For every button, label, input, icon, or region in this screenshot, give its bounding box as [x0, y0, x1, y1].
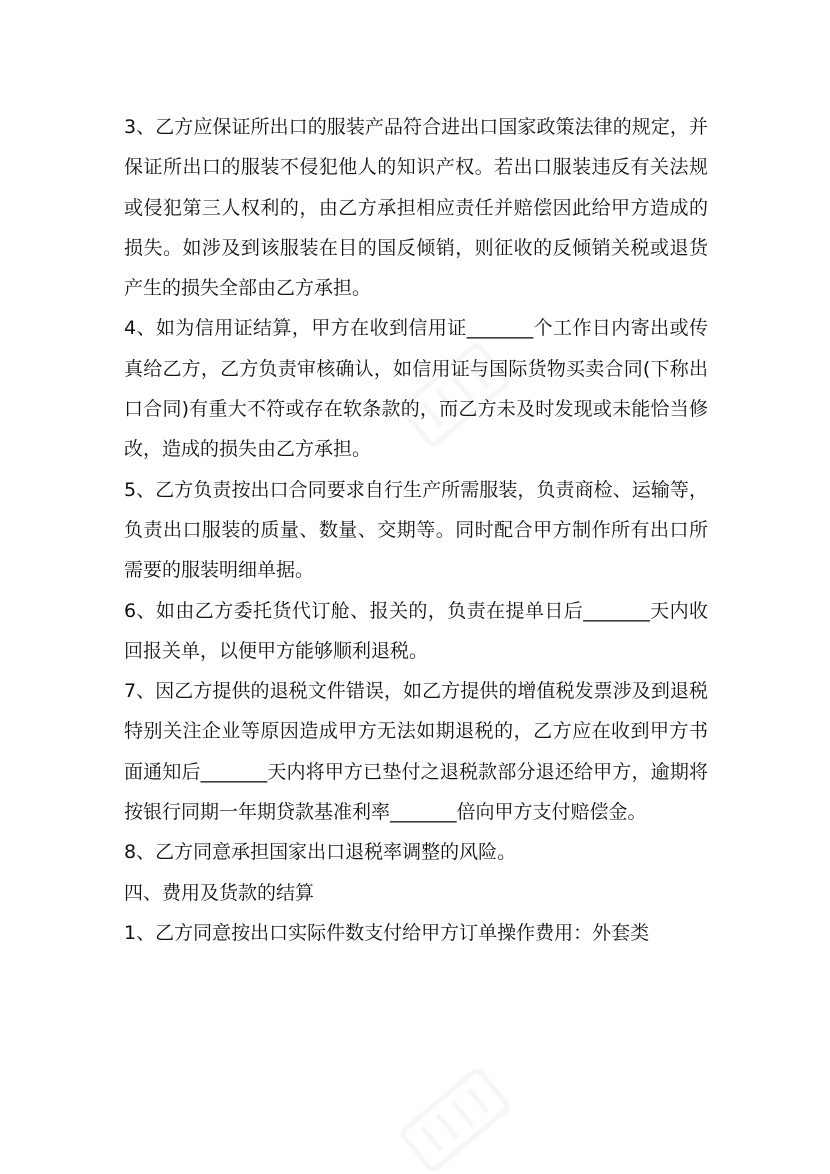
clause-5-paragraph: 5、乙方负责按出口合同要求自行生产所需服装，负责商检、运输等，负责出口服装的质量、数量、交期等。同时配合甲方制作所有出口所需要的服装明细单据。: [124, 478, 708, 582]
watermark-logo: [395, 1060, 515, 1174]
clause-4-paragraph: 4、如为信用证结算，甲方在收到信用证_______个工作日内寄出或传真给乙方，乙方负责审核确认，如信用证与国际货物买卖合同(下称出口合同)有重大不符或存在软条款的，而乙方未及时发现或未能恰当修改，造成的损失由乙方承担。: [124, 317, 708, 461]
clause-3-paragraph: 3、乙方应保证所出口的服装产品符合进出口国家政策法律的规定，并保证所出口的服装不侵犯他人的知识产权。若出口服装违反有关法规或侵犯第三人权利的，由乙方承担相应责任并赔偿因此给甲方造成的损失。如涉及到该服装在目的国反倾销，则征收的反倾销关税或退货产生的损失全部由乙方承担。: [124, 116, 708, 300]
clause-7-paragraph: 7、因乙方提供的退税文件错误，如乙方提供的增值税发票涉及到退税特别关注企业等原因造成甲方无法如期退税的，乙方应在收到甲方书面通知后_______天内将甲方已垫付之退税款部分退还给甲方，逾期将按银行同期一年期贷款基准利率_______倍向甲方支付赔偿金。: [124, 680, 708, 824]
clause-8-paragraph: 8、乙方同意承担国家出口退税率调整的风险。: [124, 841, 517, 864]
clause-6-paragraph: 6、如由乙方委托货代订舱、报关的，负责在提单日后_______天内收回报关单，以便甲方能够顺利退税。: [124, 599, 708, 662]
document-body: [124, 107, 708, 953]
section-heading: 四、费用及货款的结算: [124, 881, 315, 904]
section-clause-1-paragraph: 1、乙方同意按出口实际件数支付给甲方订单操作费用：外套类: [124, 921, 650, 944]
